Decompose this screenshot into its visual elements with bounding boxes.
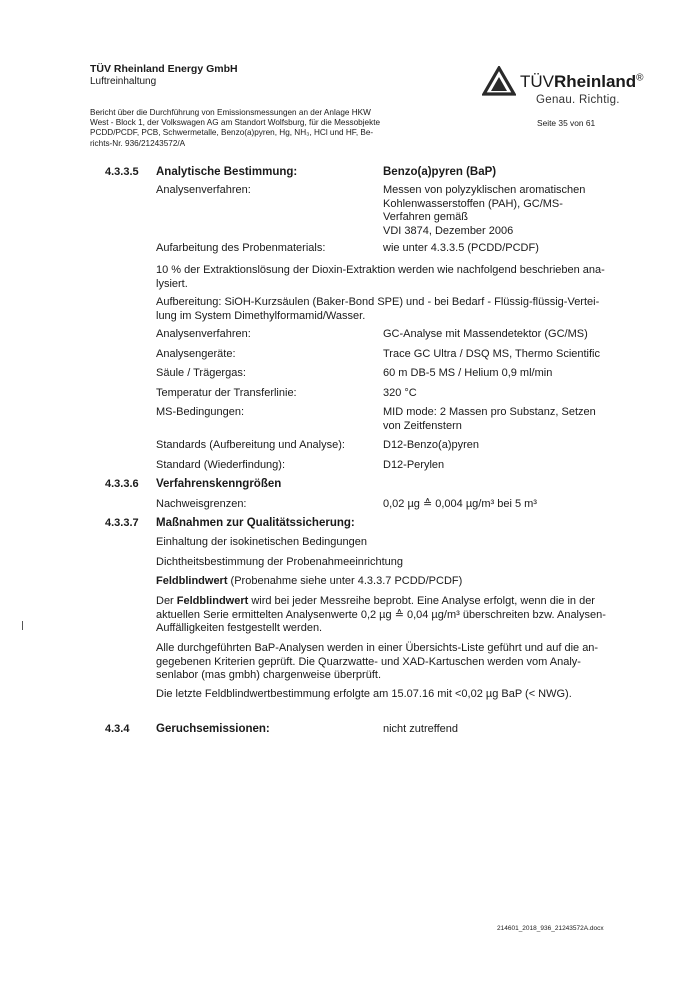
- report-line: Bericht über die Durchführung von Emissionsmessungen an der Anlage HKW: [90, 108, 371, 117]
- paragraph-line: lung im System Dimethylformamid/Wasser.: [156, 309, 366, 322]
- field-label: Standard (Wiederfindung):: [156, 459, 286, 471]
- field-label: Aufarbeitung des Probenmaterials:: [156, 242, 326, 254]
- paragraph-line: Aufbereitung: SiOH-Kurzsäulen (Baker-Bond SPE) und - bei Bedarf - Flüssig-flüssig-Vertei-: [156, 296, 600, 308]
- field-value: Trace GC Ultra / DSQ MS, Thermo Scientific: [383, 348, 600, 360]
- value-line: VDI 3874, Dezember 2006: [383, 224, 514, 237]
- value-line: Kohlenwasserstoffen (PAH), GC/MS-: [383, 197, 563, 210]
- field-value: GC-Analyse mit Massendetektor (GC/MS): [383, 328, 588, 340]
- paragraph-line: Auffälligkeiten festgestellt werden.: [156, 622, 323, 634]
- report-line: richts-Nr. 936/21243572/A: [90, 138, 186, 148]
- qa-item: Einhaltung der isokinetischen Bedingungen: [156, 536, 367, 548]
- paragraph-line: Alle durchgeführten BaP-Analysen werden in einer Übersichts-Liste geführt und auf die an-: [156, 642, 599, 654]
- field-value: D12-Benzo(a)pyren: [383, 439, 479, 451]
- section-number: 4.3.3.6: [105, 478, 139, 490]
- registered-mark: ®: [636, 72, 644, 84]
- plain-text: Der: [156, 595, 177, 607]
- paragraph-line: 10 % der Extraktionslösung der Dioxin-Extraktion werden wie nachfolgend beschrieben ana-: [156, 264, 605, 276]
- field-value: nicht zutreffend: [383, 723, 459, 735]
- paragraph: Die letzte Feldblindwertbestimmung erfolgte am 15.07.16 mit <0,02 µg BaP (< NWG).: [156, 688, 572, 700]
- brand-logo-text: [520, 72, 644, 92]
- paragraph: [156, 642, 611, 683]
- section-number: 4.3.4: [105, 723, 130, 735]
- field-label: MS-Bedingungen:: [156, 406, 245, 418]
- page-number: Seite 35 von 61: [537, 118, 596, 128]
- section-title: Verfahrenskenngrößen: [156, 478, 282, 490]
- field-label: Nachweisgrenzen:: [156, 498, 247, 510]
- field-value: [383, 184, 585, 238]
- field-value: [383, 406, 596, 433]
- field-value: D12-Perylen: [383, 459, 445, 471]
- substance-title: Benzo(a)pyren (BaP): [383, 166, 497, 178]
- value-line: von Zeitfenstern: [383, 419, 462, 432]
- field-value: wie unter 4.3.3.5 (PCDD/PCDF): [383, 242, 539, 254]
- plain-text: wird bei jeder Messreihe beprobt. Eine Analyse erfolgt, wenn die in der: [248, 595, 595, 607]
- report-description: [90, 108, 420, 149]
- bold-term: Feldblindwert: [176, 595, 249, 607]
- brand-plain: TÜV: [520, 72, 554, 91]
- paragraph-line: aktuellen Serie ermittelten Analysenwerte 0,2 µg ≙ 0,04 µg/m³ überschreiten bzw. Analysen-: [156, 608, 606, 621]
- company-name: TÜV Rheinland Energy GmbH: [90, 63, 238, 75]
- section-number: 4.3.3.5: [105, 166, 139, 178]
- department-name: Luftreinhaltung: [90, 76, 157, 87]
- field-label: Standards (Aufbereitung und Analyse):: [156, 439, 345, 451]
- paragraph-line: [156, 595, 611, 609]
- qa-item: Dichtheitsbestimmung der Probenahmeeinrichtung: [156, 556, 404, 568]
- field-value: 320 °C: [383, 387, 417, 399]
- field-label: Analysenverfahren:: [156, 328, 251, 340]
- paragraph: [156, 296, 611, 323]
- field-label: Analysengeräte:: [156, 348, 236, 360]
- tuv-triangle-logo-icon: [482, 66, 516, 96]
- value-line: Messen von polyzyklischen aromatischen: [383, 184, 586, 196]
- field-blank-heading: [156, 575, 462, 587]
- section-title: Analytische Bestimmung:: [156, 166, 298, 178]
- field-value: 0,02 µg ≙ 0,004 µg/m³ bei 5 m³: [383, 498, 537, 510]
- section-title: Geruchsemissionen:: [156, 723, 270, 735]
- value-line: Verfahren gemäß: [383, 211, 468, 223]
- field-label: Analysenverfahren:: [156, 184, 251, 196]
- brand-bold: Rheinland: [554, 72, 637, 91]
- paragraph-line: senlabor (mas gmbh) chargenweise überprüft.: [156, 669, 382, 681]
- report-line: West - Block 1, der Volkswagen AG am Standort Wolfsburg, für die Messobjekte: [90, 118, 381, 128]
- footer-filename: 214601_2018_936_21243572A.docx: [497, 925, 604, 932]
- margin-mark: [22, 621, 23, 630]
- field-label: Temperatur der Transferlinie:: [156, 387, 297, 399]
- field-value: 60 m DB-5 MS / Helium 0,9 ml/min: [383, 367, 553, 379]
- report-line: PCDD/PCDF, PCB, Schwermetalle, Benzo(a)pyren, Hg, NH₃, HCl und HF, Be-: [90, 128, 374, 138]
- brand-slogan: Genau. Richtig.: [536, 94, 620, 106]
- section-number: 4.3.3.7: [105, 517, 139, 529]
- paragraph-line: gegebenen Kriterien geprüft. Die Quarzwatte- und XAD-Kartuschen werden vom Analy-: [156, 655, 581, 668]
- paragraph-line: lysiert.: [156, 277, 188, 290]
- paragraph: [156, 264, 611, 291]
- bold-term: Feldblindwert: [156, 575, 228, 587]
- field-label: Säule / Trägergas:: [156, 367, 246, 379]
- paragraph: [156, 595, 611, 636]
- section-title: Maßnahmen zur Qualitätssicherung:: [156, 517, 355, 529]
- value-line: MID mode: 2 Massen pro Substanz, Setzen: [383, 406, 596, 418]
- plain-text: (Probenahme siehe unter 4.3.3.7 PCDD/PCDF): [227, 575, 463, 587]
